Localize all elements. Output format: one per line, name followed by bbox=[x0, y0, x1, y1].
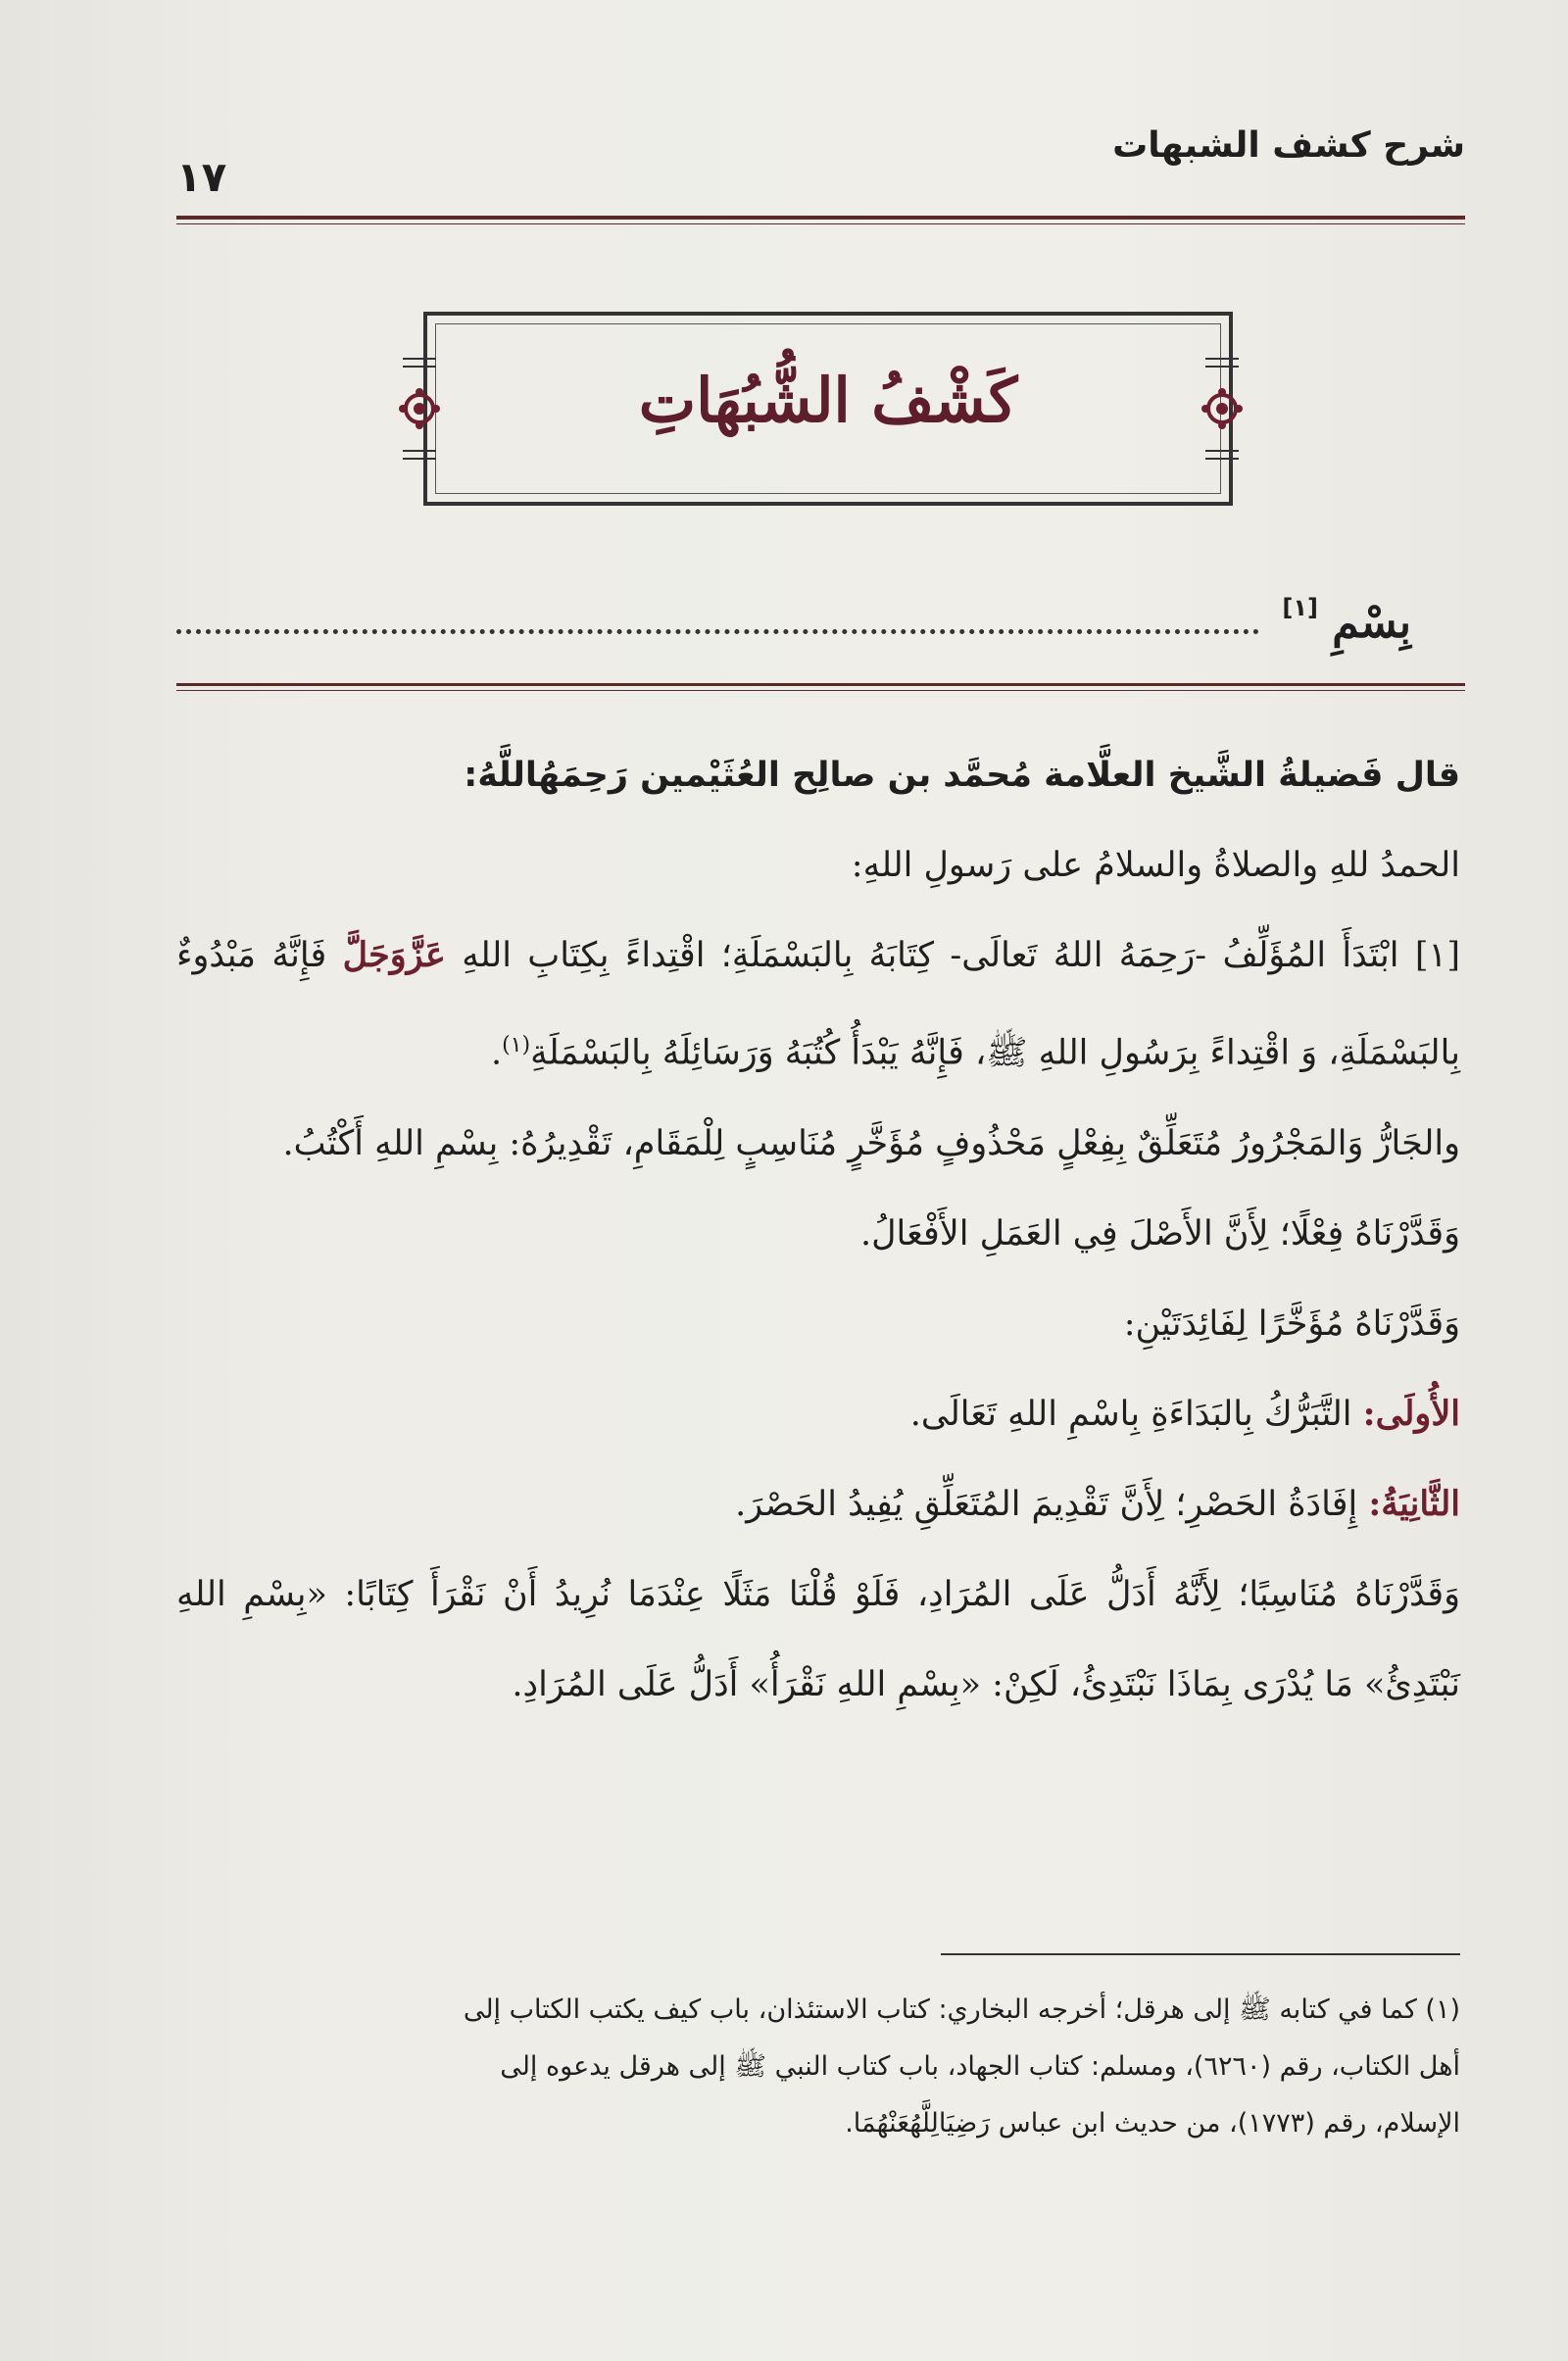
point-label: الثَّانِيَةُ: bbox=[1368, 1483, 1460, 1524]
paragraph-end: . bbox=[490, 1033, 503, 1073]
basmala-line bbox=[176, 594, 1465, 666]
commentary-body bbox=[176, 730, 1460, 1730]
header-rule-thin bbox=[176, 223, 1465, 224]
intro-honorific: رَحِمَهُاللَّهُ: bbox=[464, 756, 628, 795]
chapter-title: كَشْفُ الشُّبُهَاتِ bbox=[638, 365, 1018, 436]
header-rule bbox=[176, 216, 1465, 220]
header-title: شرح كشف الشبهات bbox=[1112, 125, 1465, 166]
paragraph bbox=[176, 1459, 1460, 1549]
page-number: ١٧ bbox=[176, 153, 227, 201]
footnote-line: أهل الكتاب، رقم (٦٢٦٠)، ومسلم: كتاب الجهاد، باب كتاب النبي ﷺ إلى هرقل يدعوه إلى bbox=[500, 2051, 1460, 2082]
paragraph bbox=[176, 910, 1460, 1099]
dotted-leader bbox=[176, 629, 1259, 634]
footnote-rule bbox=[941, 1953, 1460, 1955]
paragraph-text: [١] ابْتَدَأَ المُؤَلِّفُ -رَحِمَهُ اللهُ تَعالَى- كِتَابَهُ بِالبَسْمَلَةِ؛ اقْتِداءً بِكِتَابِ اللهِ bbox=[462, 936, 1460, 975]
paragraph: وَقَدَّرْنَاهُ مُنَاسِبًا؛ لِأَنَّهُ أَدَلُّ عَلَى المُرَادِ، فَلَوْ قُلْنَا مَثَلًا عِنْدَمَا نُرِيدُ أَنْ نَقْرَأَ كِتَابًا: «بِسْمِ اللهِ نَبْتَدِئُ» مَا يُدْرَى بِمَاذَا نَبْتَدِئُ، لَكِنْ: «بِسْمِ اللهِ نَقْرَأُ» أَدَلُّ عَلَى المُرَادِ. bbox=[176, 1574, 1460, 1704]
paragraph-text: إِفَادَةُ الحَصْرِ؛ لِأَنَّ تَقْدِيمَ المُتَعَلِّقِ يُفِيدُ الحَصْرَ. bbox=[735, 1484, 1358, 1524]
paragraph: وَقَدَّرْنَاهُ مُؤَخَّرًا لِفَائِدَتَيْنِ: bbox=[1123, 1303, 1460, 1344]
paragraph-text: فَإِنَّهُ مَبْدُوءٌ بِالبَسْمَلَةِ، وَ اقْتِداءً بِرَسُولِ اللهِ ﷺ، فَإِنَّهُ يَبْدَأُ كُتُبَهُ وَرَسَائِلَهُ بِالبَسْمَلَةِ bbox=[176, 936, 1460, 1073]
section-rule-thin bbox=[176, 690, 1465, 691]
paragraph: والجَارُّ وَالمَجْرُورُ مُتَعَلِّقٌ بِفِعْلٍ مَحْذُوفٍ مُؤَخَّرٍ مُنَاسِبٍ لِلْمَقَامِ، تَقْدِيرُهُ: بِسْمِ اللهِ أَكْتُبُ. bbox=[282, 1123, 1460, 1163]
footnote bbox=[176, 1982, 1460, 2152]
intro-text: قال فَضيلةُ الشَّيخ العلَّامة مُحمَّد بن صالِح العُثَيْمين bbox=[640, 756, 1460, 795]
basmala-word: بِسْمِ bbox=[1332, 598, 1411, 648]
paragraph: الحمدُ للهِ والصلاةُ والسلامُ على رَسولِ اللهِ: bbox=[851, 846, 1460, 885]
intro-line bbox=[176, 730, 1460, 820]
point-label: الأُولَى: bbox=[1362, 1393, 1460, 1434]
running-header bbox=[176, 125, 1465, 204]
footnote-line: الإسلام، رقم (١٧٧٣)، من حديث ابن عباس رَضِيَالِلَّهُعَنْهُمَا. bbox=[845, 2108, 1460, 2139]
paragraph-text: التَّبَرُّكُ بِالبَدَاءَةِ بِاسْمِ اللهِ تَعَالَى. bbox=[909, 1394, 1352, 1434]
paragraph: وَقَدَّرْنَاهُ فِعْلًا؛ لِأَنَّ الأَصْلَ فِي العَمَلِ الأَفْعَالُ. bbox=[859, 1213, 1460, 1254]
footnote-ref: (١) bbox=[502, 1033, 531, 1058]
honorific: عَزَّوَجَلَّ bbox=[342, 935, 446, 975]
paragraph bbox=[176, 1369, 1460, 1459]
section-rule bbox=[176, 683, 1465, 686]
footnote-line: (١) كما في كتابه ﷺ إلى هرقل؛ أخرجه البخاري: كتاب الاستئذان، باب كيف يكتب الكتاب إلى bbox=[463, 1994, 1460, 2025]
basmala-ref: [١] bbox=[1282, 594, 1318, 621]
